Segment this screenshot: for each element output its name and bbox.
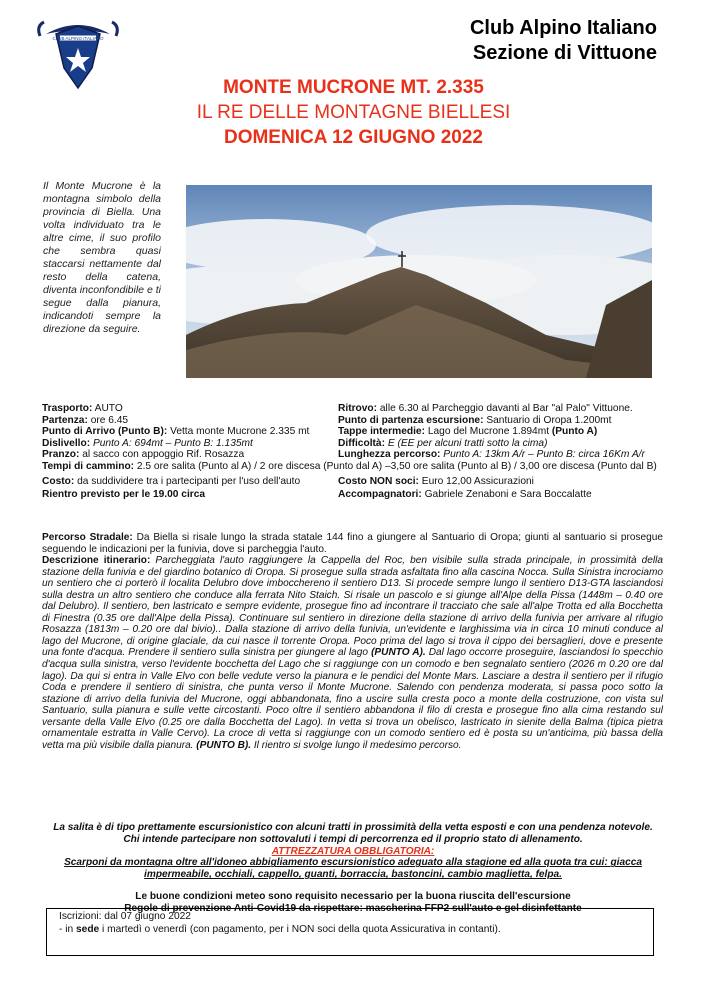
dislivello: Dislivello: Punto A: 694mt – Punto B: 1.135mt xyxy=(42,437,253,449)
title-subtitle: IL RE DELLE MONTAGNE BIELLESI xyxy=(196,102,511,123)
iscrizioni-box xyxy=(46,908,654,956)
tappe-intermedie: Tappe intermedie: Lago del Mucrone 1.894mt (Punto A) xyxy=(338,426,598,438)
accompagnatori: Accompagnatori: Gabriele Zenaboni e Sara Boccalatte xyxy=(338,489,592,501)
route-description xyxy=(42,532,663,751)
trasporto: Trasporto: AUTO xyxy=(42,403,123,414)
punto-arrivo: Punto di Arrivo (Punto B): Vetta monte Mucrone 2.335 mt xyxy=(42,426,310,438)
covid-note: Regole di prevenzione Anti-Covid19 da rispettare: mascherina FFP2 sull'auto e gel disinfettante xyxy=(124,902,582,914)
logo-text: CLUB ALPINO ITALIANO xyxy=(52,36,104,41)
club-line1: Club Alpino Italiano xyxy=(469,17,657,39)
difficulty-note: La salita è di tipo prettamente escursionistico con alcuni tratti in prossimità della vetta esposti e con una pendenza notevole. Chi intende partecipare non sottovaluti i tempi di percorrenza ed il proprio stato di allenamento. xyxy=(53,822,653,845)
info-row xyxy=(42,489,662,501)
iscrizioni-line: - in sede i martedì o venerdì (con pagamento, per i NON soci della quota Assicurativa in contanti). xyxy=(59,923,501,935)
tempi-cammino: Tempi di cammino: 2.5 ore salita (Punto al A) / 2 ore discesa (Punto dal A) –3,50 ore salita (Punto al B) / 3,00 ore discesa (Punto dal B) xyxy=(42,460,657,472)
percorso-stradale: Percorso Stradale: Da Biella si risale lungo la strada statale 144 fino a giungere al Santuario di Oropa; giunti al santuario si prosegue seguendo le indicazioni per la funivia, dove si parcheggia l'auto. xyxy=(42,532,664,555)
rientro: Rientro previsto per le 19.00 circa xyxy=(42,489,206,501)
trip-info xyxy=(42,403,662,501)
lunghezza: Lunghezza percorso: Punto A: 13km A/r – Punto B: circa 16Km A/r xyxy=(338,449,645,461)
punto-partenza: Punto di partenza escursione: Santuario di Oropa 1.200mt xyxy=(338,414,612,426)
meteo-note: Le buone condizioni meteo sono requisito necessario per la buona riuscita dell'escursione xyxy=(135,890,571,902)
info-row xyxy=(42,449,662,461)
partenza: Partenza: ore 6.45 xyxy=(42,414,129,426)
info-row xyxy=(42,426,662,438)
club-line2: Sezione di Vittuone xyxy=(472,42,657,64)
event-titles xyxy=(0,75,707,151)
intro-text: Il Monte Mucrone è la montagna simbolo della provincia di Biella. Una volta individuato tra le altre cime, il suo profilo che sembra quasi staccarsi nettamente dal resto della catena, diventa inconfondibile e ti segue dalla pianura, indicandoti sempre la direzione da seguire. xyxy=(43,180,161,335)
club-name xyxy=(470,16,657,66)
ritrovo: Ritrovo: alle 6.30 al Parcheggio davanti al Bar "al Palo" Vittuone. xyxy=(338,403,633,414)
attrezzatura-heading: ATTREZZATURA OBBLIGATORIA: xyxy=(271,845,435,857)
mountain-photo xyxy=(186,185,652,378)
info-row xyxy=(42,438,662,450)
descrizione-itinerario: Descrizione itinerario: Parcheggiata l'auto raggiungere la Cappella del Roc, ben visibile sulla strada principale, in prossimità della stazione della funivia e del giardino botanico di Oropa. Si prosegue sulla strada asfaltata fino alla cascina Nocca. Sulla Sinistra incrociamo un sentiero che ci porterò il localita Delubro dove imbocchereno il sentiero D13. Si procede sempre lungo il sentiero D13-GTA lasciandosi sulla destra un altro sentiero che conduce alla ferrata Nito Staich. Si risale un pascolo e si giunge all'Alpe della Pissa (1448m – 0.40 ore dal Delubro). Il sentiero, ben lastricato e sempre evidente, prosegue fino ad incontrare il tracciato che sale all'alpe Trotta ed alla Bocchetta di Finestra (0.35 ore dall'Alpe della Pissa). Continuare sul sentiero in direzione della stazione di arrivo della funivia per arrivare al rifugio Rosazza (1813m – 0.20 ore dal bivio).. Dalla stazione di arrivo della funivia, un'evidente e larghissima via in circa 10 minuti conduce al lago del Mucrone, di origine glaciale, da cui nasce il torrente Oropa. Poco prima del lago si trova il cippo dei bersaglieri, dove e presente una fonte d'acqua. Prendere il sentiero sulla sinistra per giungere al lago (PUNTO A). Dal lago occorre proseguire, lasciandosi lo specchio d'acqua sulla sinistra, verso l'evidente bocchetta del Lago che si raggiunge con un comodo e ben segnalato sentiero (2026 m 0.20 ore dal lago). Da qui si entra in Valle Elvo con belle vedute verso la pianura e le pendici del Monte Mars. Lasciare a destra il sentiero per il rifugio Coda e prendere il sentiero di sinistra, che punta verso il Monte Mucrone. Salendo con pendenza moderata, si passa poco sotto la stazione di arrivo della funivia del Mucrone, oggi abbandonata, fino a uscire sulla cresta poco a monte della costruzione, con vista sul Santuario, sulla pianura e sulle vette circostanti. Poco oltre il sentiero abbandona il filo di cresta e prosegue fino alla cima restando sul versante della Valle Elvo (0.25 ore dalla Bocchetta del Lago). In vetta si trova un obelisco, lastricato in sienite della Balma (tipica pietra ornamentale estratta in Valle Cervo). La croce di vetta si raggiunge con un comodo sentiero ed è posta su un'anticima, più bassa della vetta ma più visibile dalla pianura. (PUNTO B). Il rientro si svolge lungo il medesimo percorso. xyxy=(42,555,663,751)
info-row xyxy=(42,403,662,415)
title-date: DOMENICA 12 GIUGNO 2022 xyxy=(223,127,484,148)
costo-non-soci: Costo NON soci: Euro 12,00 Assicurazioni xyxy=(338,475,534,487)
iscrizioni-title: Iscrizioni: dal 07 giugno 2022 xyxy=(59,911,191,922)
difficolta: Difficoltà: E (EE per alcuni tratti sotto la cima) xyxy=(338,437,548,449)
notes xyxy=(50,822,656,915)
equipment-list: Scarponi da montagna oltre all'idoneo abbigliamento escursionistico adeguato alla stagione ed alla quota tra cui: giacca impermeabile, occhiali, cappello, guanti, borraccia, bastoncini, cambio maglietta, felpa. xyxy=(64,857,642,881)
title-mountain: MONTE MUCRONE MT. 2.335 xyxy=(223,77,484,98)
pranzo: Pranzo: al sacco con appoggio Rif. Rosazza xyxy=(42,449,245,461)
costo: Costo: da suddividere tra i partecipanti per l'uso dell'auto xyxy=(42,475,301,487)
info-row xyxy=(42,476,662,488)
info-row xyxy=(42,415,662,427)
